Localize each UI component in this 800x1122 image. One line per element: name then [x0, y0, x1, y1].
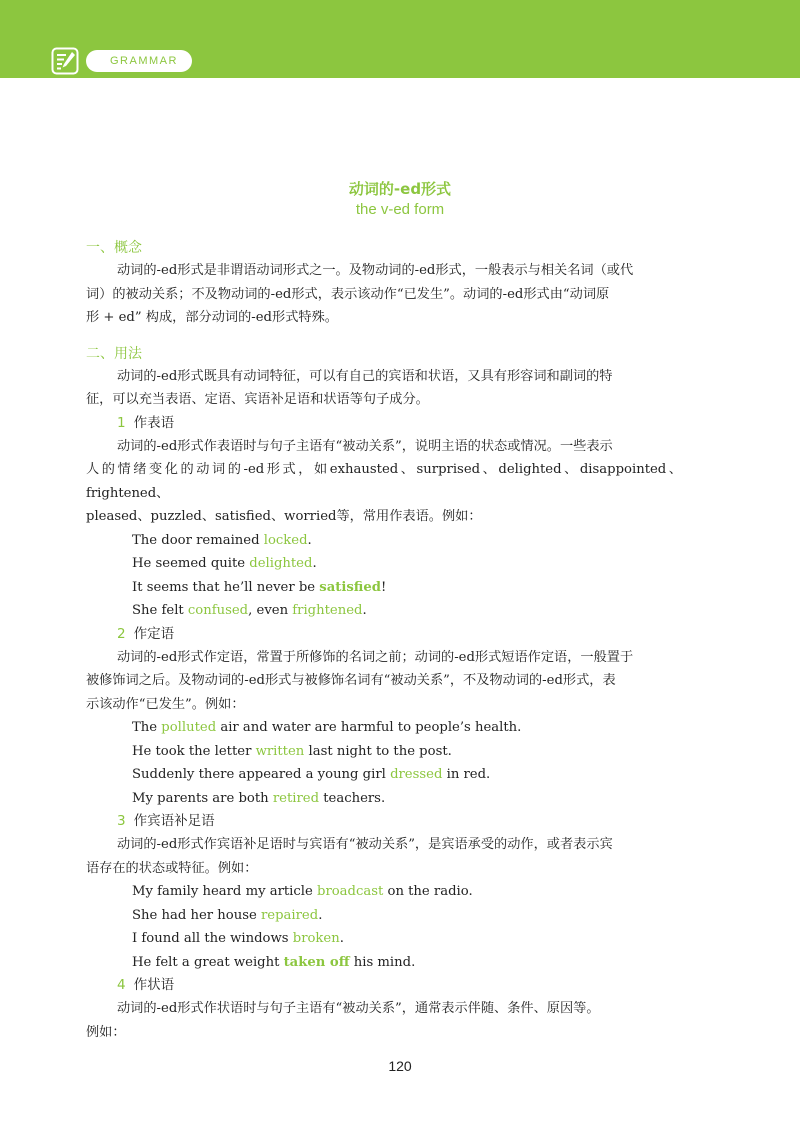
usage-heading [86, 623, 682, 646]
usage-paragraph: 动词的-ed形式作状语时与句子主语有“被动关系”，通常表示伴随、条件、原因等。 例如： [86, 1001, 600, 1040]
sentence-text: . [307, 532, 312, 548]
sentence-text: It seems that he’ll never be [132, 579, 320, 595]
page-number: 120 [388, 1058, 412, 1074]
example-sentence [86, 787, 682, 811]
sentence-text: . [362, 603, 367, 618]
sentence-text: He felt a great weight [132, 954, 284, 970]
usage-number: 3 [117, 813, 126, 829]
sentence-text: . [318, 907, 323, 923]
highlighted-verb: locked [263, 532, 308, 548]
sentence-text: The door remained [132, 532, 264, 548]
sentence-text: She had her house [132, 907, 261, 923]
highlighted-verb: taken off [283, 954, 350, 970]
section-paragraph: 动词的-ed形式既具有动词特征，可以有自己的宾语和状语，又具有形容词和副词的特 征，可以充当表语、定语、宾语补足语和状语等句子成分。 [86, 368, 613, 407]
sentence-text: on the radio. [383, 884, 473, 899]
usage-list [86, 412, 682, 1045]
sentence-text: air and water are harmful to people’s health. [216, 720, 522, 735]
usage-number: 2 [117, 625, 126, 642]
sentence-text: The [132, 720, 162, 735]
highlighted-verb: broken [292, 931, 340, 946]
usage-heading [86, 974, 682, 997]
sentence-text: in red. [442, 767, 491, 782]
usage-paragraph: 动词的-ed形式作定语，常置于所修饰的名词之前；动词的-ed形式短语作定语，一般置于 被修饰词之后。及物动词的-ed形式与被修饰名词有“被动关系”，不及物动词的-ed形式，表 示该动作“已发生”。例如： [86, 649, 634, 712]
example-sentence [86, 763, 682, 787]
sentence-text: his mind. [349, 954, 416, 970]
usage-title: 作宾语补足语 [133, 813, 215, 829]
example-sentence [86, 904, 682, 928]
header-banner [0, 0, 800, 78]
example-sentence [86, 927, 682, 951]
highlighted-verb: dressed [390, 767, 443, 782]
sentence-text: last night to the post. [304, 743, 452, 759]
usage-paragraph: 动词的-ed形式作表语时与句子主语有“被动关系”，说明主语的状态或情况。一些表示 人的情绪变化的动词的-ed形式，如exhausted、surprised、delighted、disappointed、frightened、 pleased、puzzled、satisfied、worried等，常用作表语。例如： [86, 438, 682, 524]
sentence-text: . [312, 556, 317, 571]
section-tag: GRAMMAR [86, 50, 192, 72]
sentence-text: He took the letter [132, 743, 256, 759]
page-content [86, 237, 682, 1044]
highlighted-verb: delighted [249, 556, 313, 571]
usage-title: 作表语 [133, 414, 175, 431]
usage-heading [86, 810, 682, 833]
usage-number: 1 [117, 414, 126, 431]
sentence-text: ! [381, 579, 387, 595]
sentence-text: He seemed quite [132, 556, 250, 571]
sentence-text: Suddenly there appeared a young girl [132, 767, 391, 782]
page-subtitle: the v-ed form [355, 201, 445, 218]
highlighted-verb: satisfied [319, 579, 381, 595]
example-sentence [86, 740, 682, 764]
sentence-text: , even [248, 603, 293, 618]
example-sentence [86, 529, 682, 553]
example-sentence [86, 599, 682, 623]
usage-title: 作状语 [133, 977, 175, 993]
example-sentence [86, 716, 682, 740]
highlighted-verb: frightened [292, 603, 363, 618]
usage-title: 作定语 [133, 625, 175, 642]
highlighted-verb: confused [187, 603, 249, 618]
section-heading: 二、用法 [86, 345, 142, 362]
highlighted-verb: repaired [261, 907, 319, 923]
example-sentence [86, 576, 682, 600]
usage-heading [86, 412, 682, 435]
sentence-text: . [339, 931, 344, 946]
highlighted-verb: polluted [161, 720, 217, 735]
usage-number: 4 [117, 977, 126, 993]
example-sentence [86, 552, 682, 576]
sentence-text: She felt [132, 603, 188, 618]
sentence-text: My family heard my article [132, 884, 317, 899]
sentence-text: I found all the windows [132, 931, 293, 946]
usage-paragraph: 动词的-ed形式作宾语补足语时与宾语有“被动关系”，是宾语承受的动作，或者表示宾 语存在的状态或特征。例如： [86, 837, 613, 876]
sentence-text: My parents are both [132, 790, 273, 806]
page-title: 动词的-ed形式 [348, 180, 452, 198]
highlighted-verb: broadcast [317, 884, 384, 899]
section-heading: 一、概念 [86, 240, 142, 256]
example-sentence [86, 951, 682, 975]
notepad-pencil-icon [51, 47, 79, 75]
example-sentence [86, 880, 682, 904]
section-paragraph: 动词的-ed形式是非谓语动词形式之一。及物动词的-ed形式，一般表示与相关名词（或代 词）的被动关系；不及物动词的-ed形式，表示该动作“已发生”。动词的-ed形式由“动词原 形 + ed” 构成，部分动词的-ed形式特殊。 [86, 263, 634, 325]
highlighted-verb: retired [272, 790, 320, 806]
sentence-text: teachers. [319, 790, 386, 806]
highlighted-verb: written [255, 743, 305, 759]
